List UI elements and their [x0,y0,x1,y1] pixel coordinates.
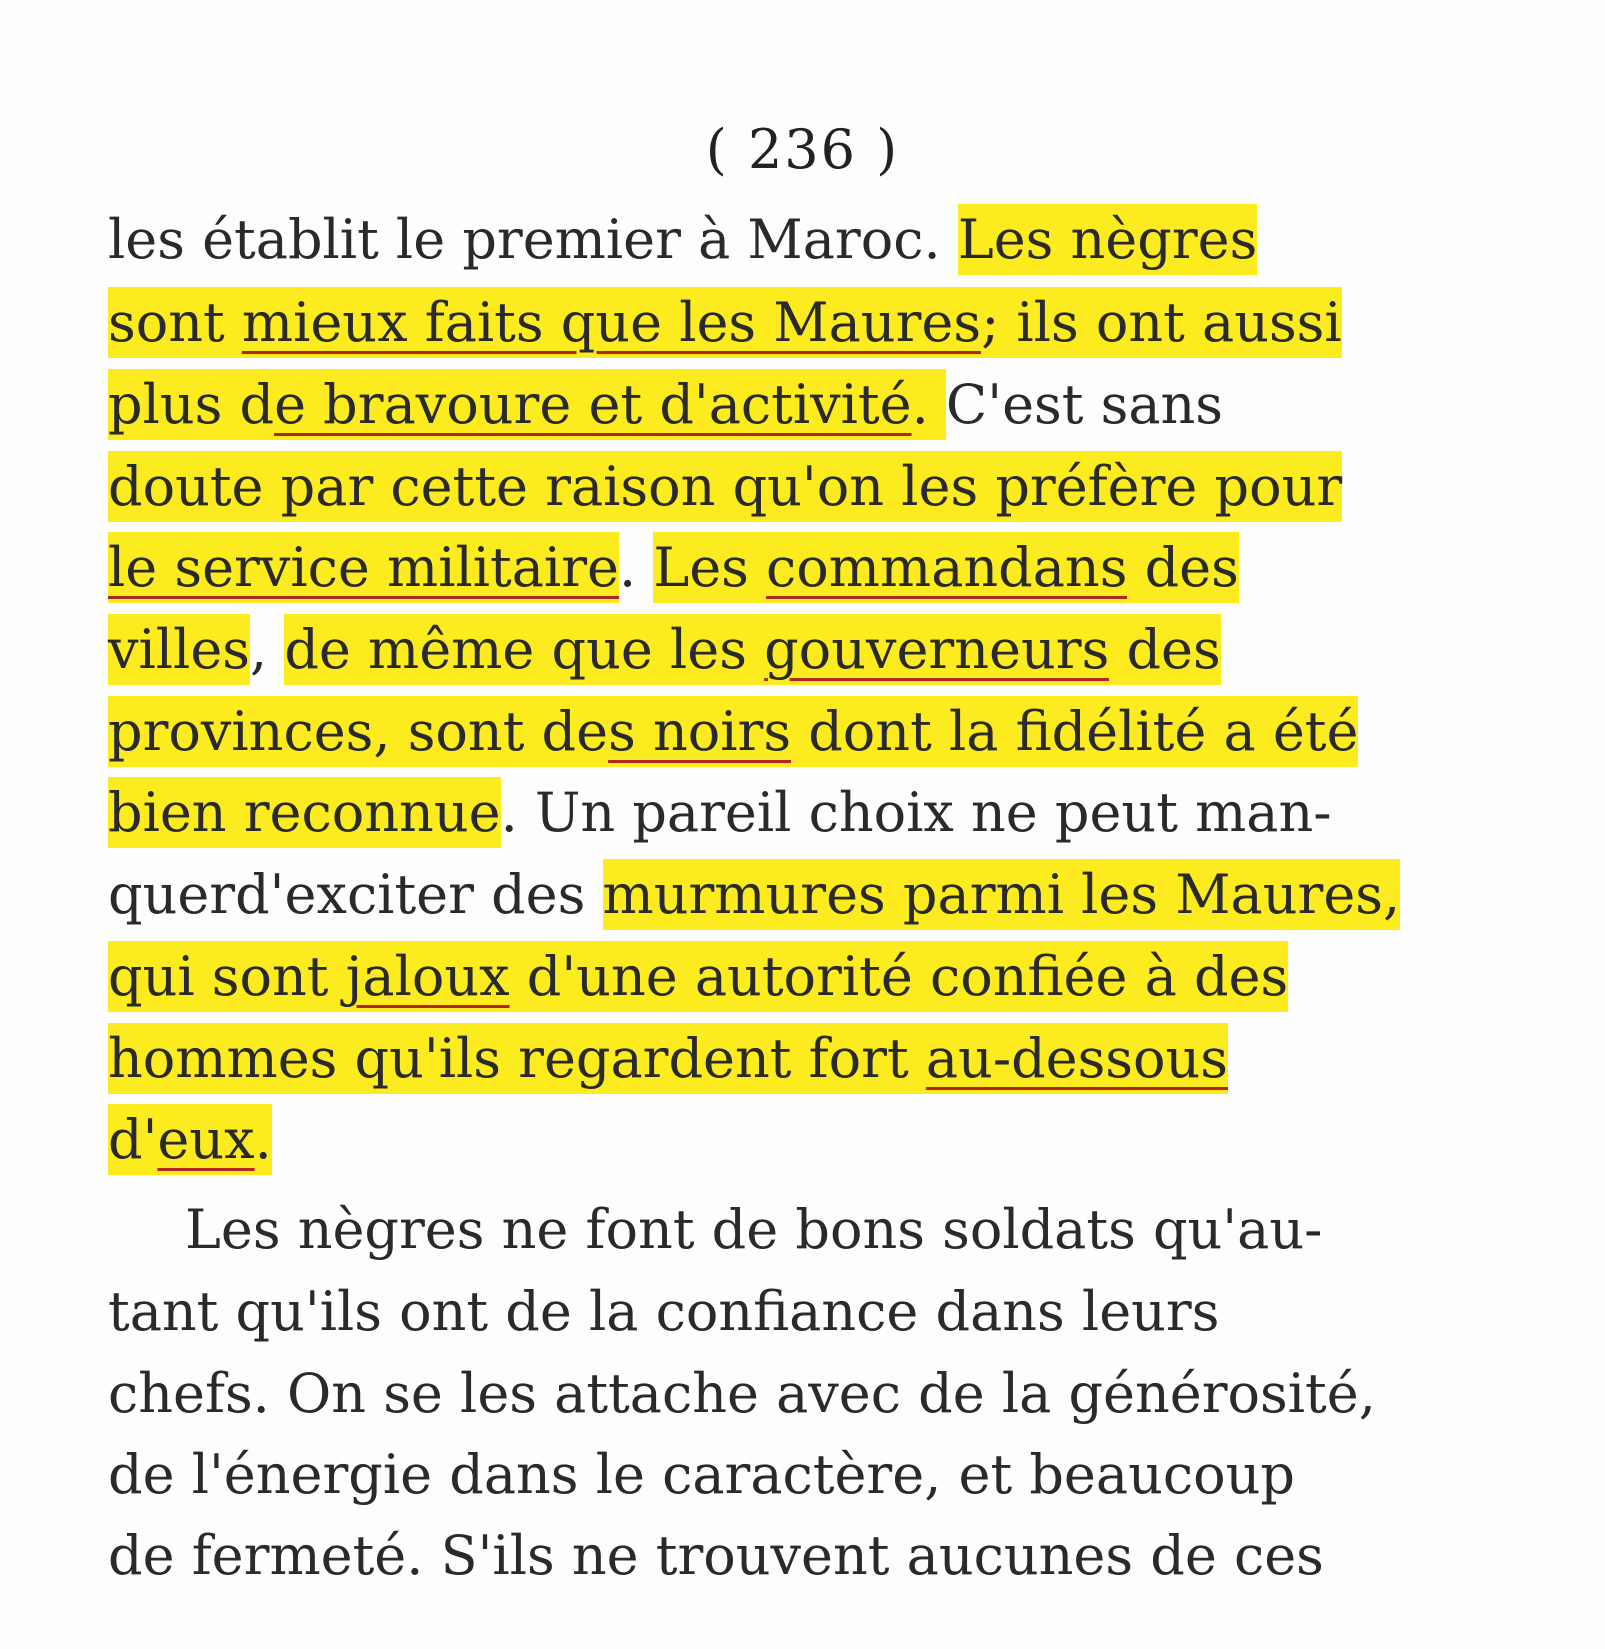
highlighted-text: ils ont aussi [1016,287,1341,358]
text-line [108,1277,1528,1347]
highlighted-text: plus d [108,369,274,440]
text-line [108,205,1528,275]
text-line [108,1440,1528,1510]
underlined-highlighted-text: gouverneurs [764,614,1109,685]
page-number: ( 236 ) [705,118,900,181]
text-span: les établit le premier à Maroc. [108,208,958,271]
text-line [185,1195,1528,1265]
underlined-highlighted-text: eux [157,1104,254,1175]
text-line [108,1105,1528,1175]
text-line [108,1359,1528,1429]
highlighted-text: . [255,1104,272,1175]
text-span: C'est sans [945,373,1224,436]
highlighted-text: provinces, sont de [108,696,608,767]
text-line [108,1521,1528,1591]
text-span: , [250,618,285,681]
text-line [108,697,1528,767]
highlighted-text: doute par cette raison qu'on les préfère pour [108,451,1342,522]
highlighted-text: dont la fidélité a été [791,696,1358,767]
text-line [108,860,1528,930]
text-line [108,370,1528,440]
text-line [108,533,1528,603]
underlined-highlighted-text: jaloux [346,941,510,1012]
text-span: . Un pareil choix ne peut man- [500,781,1332,844]
text-span: chefs. On se les attache avec de la générosité, [108,1362,1376,1425]
text-span: . [618,536,654,599]
highlighted-text: sont [108,287,242,358]
text-span: querd'exciter des [108,863,603,926]
highlighted-text: des [1127,532,1238,603]
highlighted-text: . [912,369,946,440]
underlined-highlighted-text: mieux faits que les Maures [242,287,981,358]
highlighted-text: des [1109,614,1220,685]
underlined-highlighted-text: au-dessous [926,1023,1228,1094]
highlighted-text: Les nègres [958,204,1257,275]
text-line [108,288,1528,358]
text-span: de fermeté. S'ils ne trouvent aucunes de ces [108,1524,1324,1587]
text-line [108,942,1528,1012]
text-span: de l'énergie dans le caractère, et beaucoup [108,1443,1295,1506]
text-line [108,1024,1528,1094]
text-line [108,615,1528,685]
underlined-highlighted-text: e bravoure et d'activité [274,369,912,440]
highlighted-text: qui sont [108,941,346,1012]
text-span: Les nègres ne font de bons soldats qu'au- [185,1198,1323,1261]
underlined-highlighted-text: s noirs [608,696,791,767]
highlighted-text: villes [108,614,250,685]
highlighted-text: ; [981,287,1016,358]
text-line [108,778,1528,848]
underlined-highlighted-text: le service militaire [108,532,619,603]
highlighted-text: d' [108,1104,157,1175]
highlighted-text: bien reconnue [108,777,501,848]
text-line [108,452,1528,522]
highlighted-text: murmures parmi les Maures, [603,859,1401,930]
highlighted-text: hommes qu'ils regardent fort [108,1023,926,1094]
highlighted-text: de même que les [284,614,764,685]
underlined-highlighted-text: commandans [766,532,1127,603]
highlighted-text: d'une autorité confiée à des [510,941,1289,1012]
highlighted-text: Les [653,532,766,603]
text-span: tant qu'ils ont de la confiance dans leurs [108,1280,1220,1343]
